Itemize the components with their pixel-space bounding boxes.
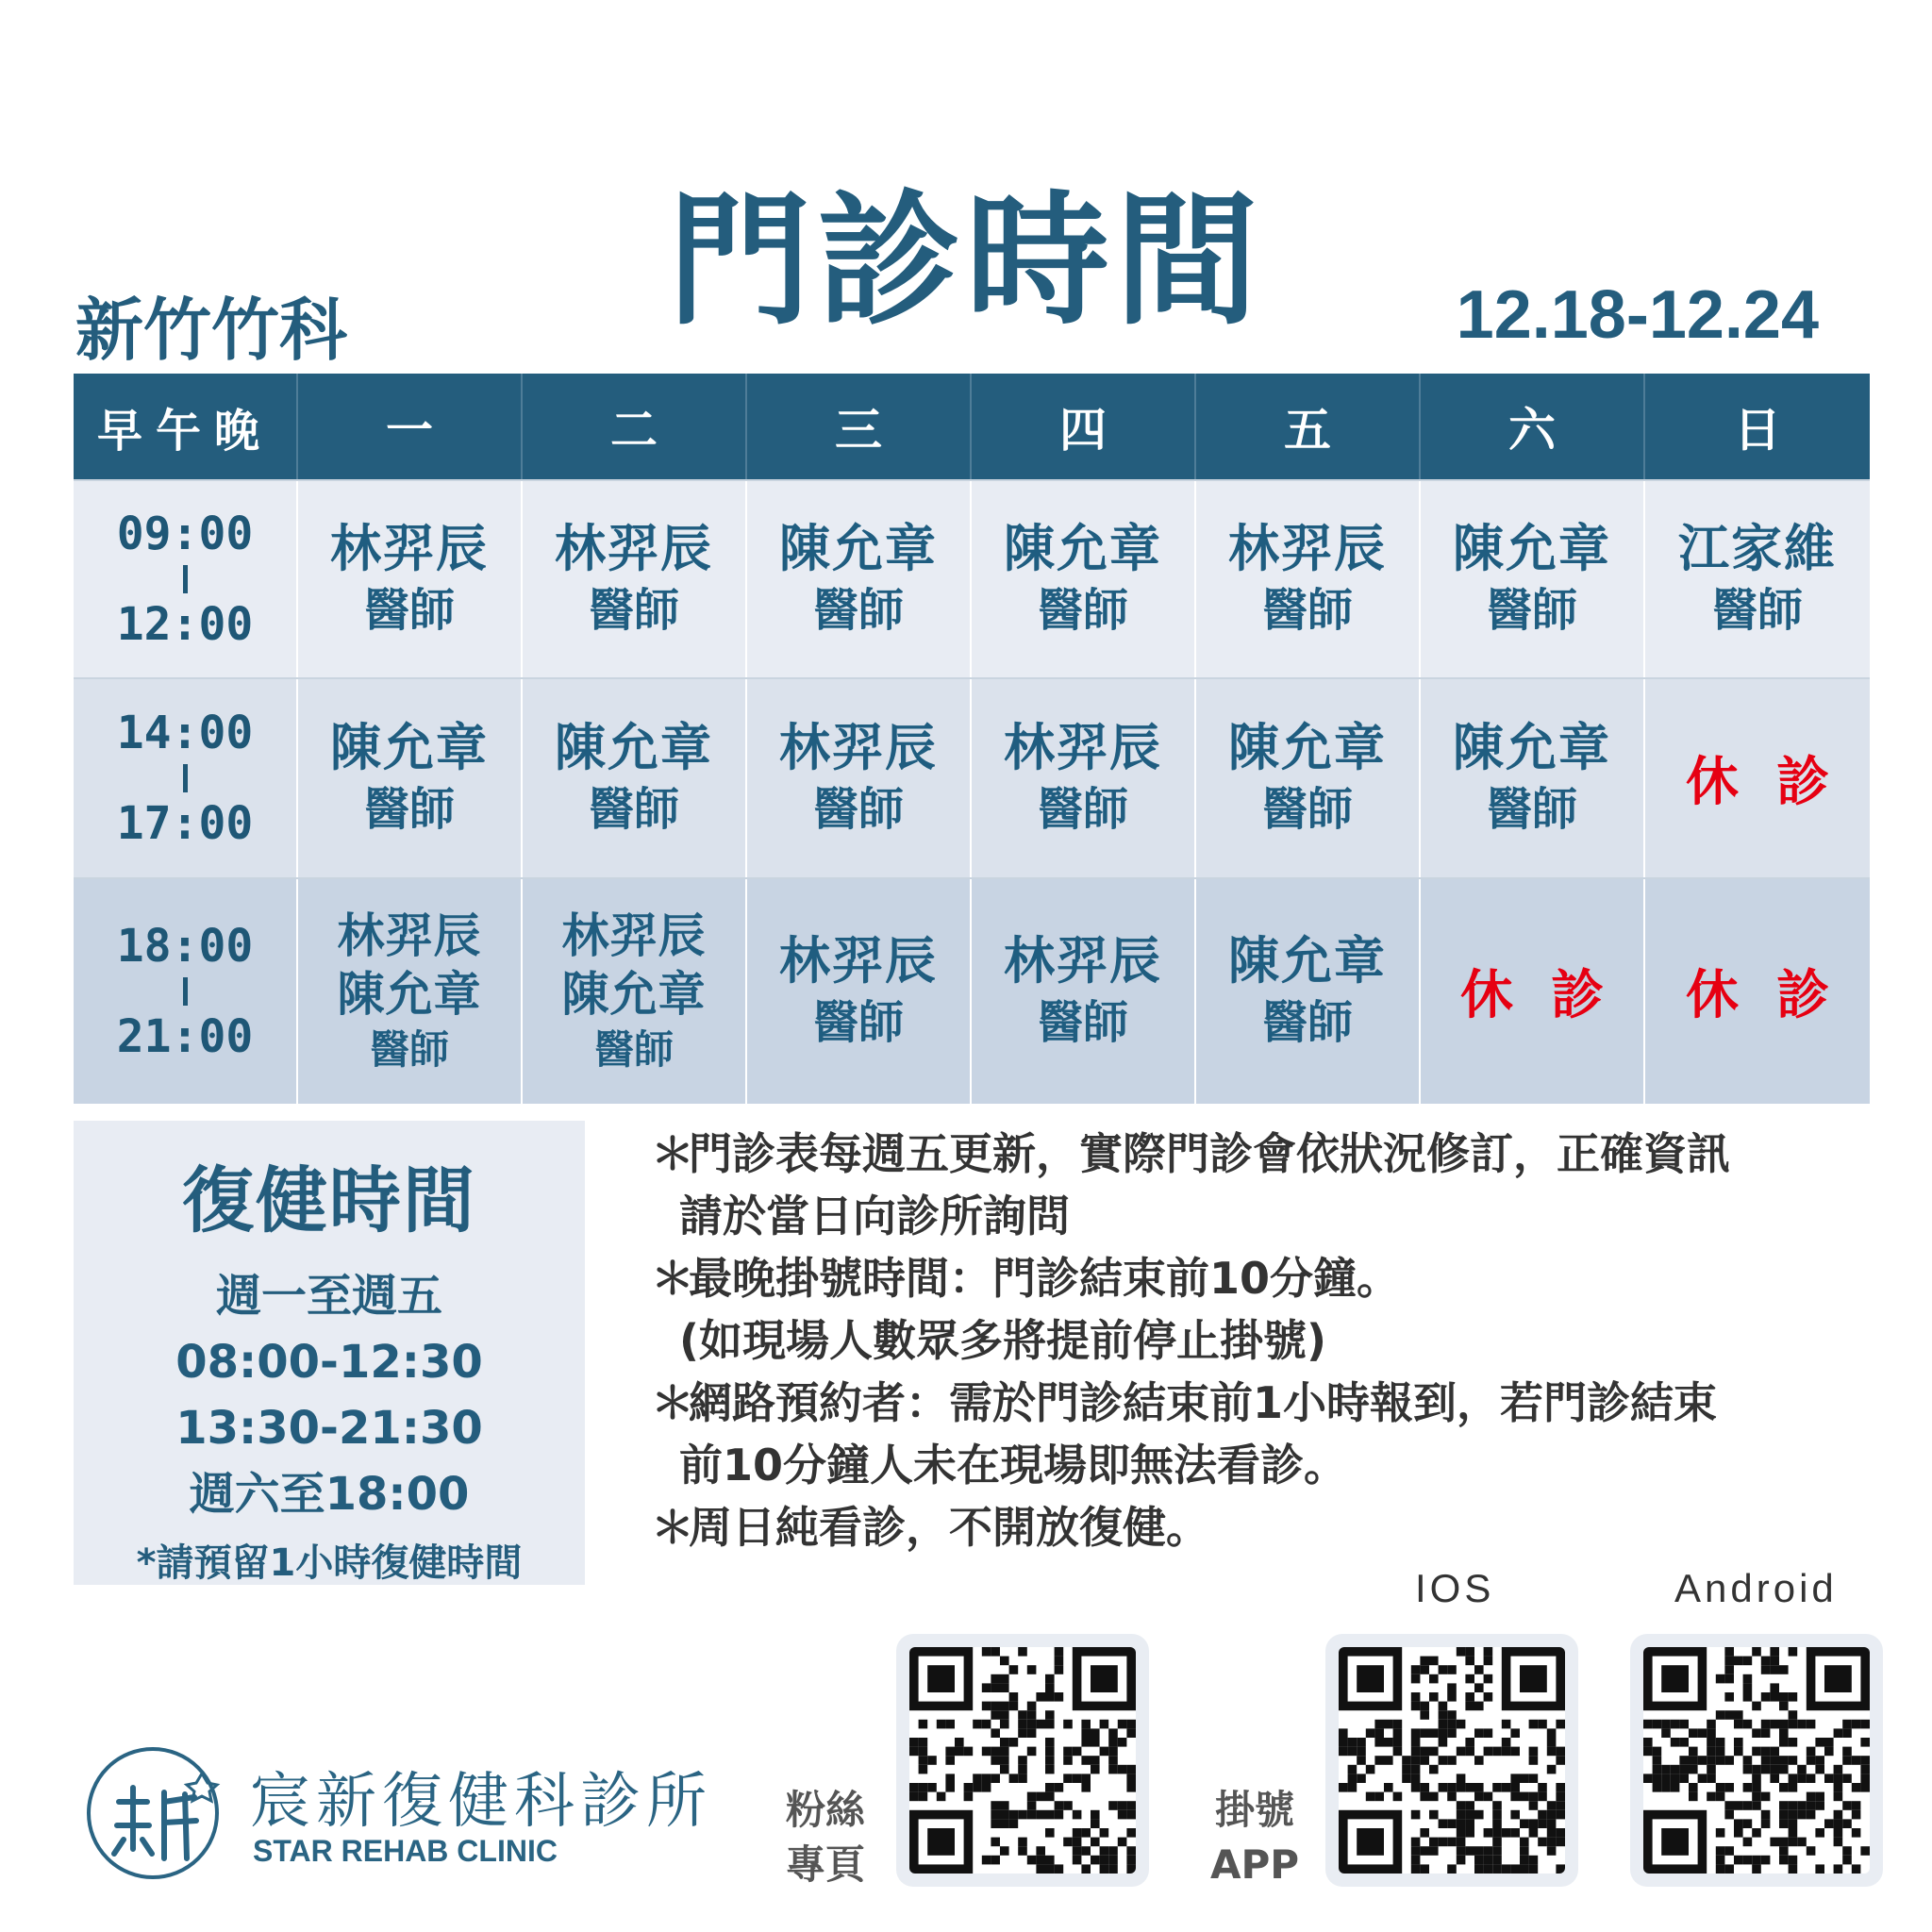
schedule-cell [747,481,972,677]
schedule-cell [298,481,523,677]
doctor-name: 陳允章 [1228,931,1387,991]
notes-list [651,1123,1877,1558]
day-header: 一 [298,374,523,479]
doctor-title: 醫師 [588,783,679,836]
doctor-title: 醫師 [369,1026,449,1073]
qr-code-icon [909,1647,1136,1874]
fan-page-label [778,1783,873,1892]
note-line: 周日純看診，不開放復健。 [689,1502,1209,1553]
doctor-name: 林羿辰 [779,718,938,777]
fan-page-qr[interactable] [896,1634,1149,1887]
doctor-title: 醫師 [812,584,904,637]
closed-label: 休診 [1686,965,1867,1026]
android-label: Android [1674,1566,1838,1610]
schedule-cell [972,879,1196,1104]
app-label-line: APP [1209,1841,1300,1888]
doctor-title: 醫師 [812,996,904,1049]
doctor-name: 陳允章 [555,718,713,777]
day-header: 六 [1421,374,1645,479]
note-line: 最晚掛號時間：門診結束前10分鐘。 [689,1253,1401,1304]
doctor-title: 醫師 [1486,783,1577,836]
slot-end-time: 12:00 [116,598,254,651]
doctor-name: 陳允章 [779,519,938,578]
doctor-name: 陳允章 [330,718,489,777]
table-row [74,677,1870,877]
schedule-cell [298,879,523,1104]
asterisk-icon: ＊ [651,1128,694,1179]
fan-label-line: 粉絲 [785,1787,865,1833]
rehab-line: 08:00-12:30 [175,1336,483,1389]
schedule-cell [1645,679,1870,877]
slot-end-time: 17:00 [116,797,254,850]
schedule-cell [1645,879,1870,1104]
qr-code-icon [1339,1647,1565,1874]
clinic-name-en: STAR REHAB CLINIC [253,1834,558,1868]
note-line: (如現場人數眾多將提前停止掛號) [679,1315,1327,1366]
schedule-cell [1421,679,1645,877]
day-header: 五 [1196,374,1421,479]
doctor-name: 林羿辰 [330,519,489,578]
note-line: 門診表每週五更新，實際門診會依狀況修訂，正確資訊 [689,1128,1730,1179]
doctor-title: 醫師 [1261,584,1353,637]
doctor-title: 醫師 [1037,584,1128,637]
doctor-name: 陳允章 [1228,718,1387,777]
asterisk-icon: ＊ [651,1377,694,1428]
time-separator [183,565,188,593]
doctor-name: 林羿辰 [779,931,938,991]
ios-app-qr[interactable] [1325,1634,1578,1887]
note-line: 請於當日向診所詢問 [679,1191,1070,1241]
page-title: 門診時間 [668,177,1264,344]
slot-start-time: 09:00 [116,508,254,560]
corner-header: 早午晚 [74,374,298,479]
schedule-cell [1645,481,1870,677]
doctor-title: 醫師 [1486,584,1577,637]
schedule-cell [972,481,1196,677]
doctor-name: 林羿辰 [1004,718,1162,777]
schedule-cell [972,679,1196,877]
rehab-title: 復健時間 [182,1158,476,1242]
doctor-title: 醫師 [363,584,455,637]
rehab-line: 週一至週五 [215,1270,442,1323]
app-label [1198,1783,1311,1892]
schedule-cell [1196,481,1421,677]
schedule-cell [523,879,747,1104]
doctor-title: 醫師 [363,783,455,836]
day-header: 日 [1734,403,1781,458]
note-item [651,1123,1877,1247]
schedule-cell [1196,879,1421,1104]
date-range: 12.18-12.24 [1456,277,1819,353]
note-line: 網路預約者：需於門診結束前1小時報到，若門診結束 [689,1377,1718,1428]
doctor-title: 醫師 [1261,783,1353,836]
app-label-line: 掛號 [1214,1787,1294,1833]
table-row [74,877,1870,1104]
schedule-cell [747,679,972,877]
branch-name: 新竹竹科 [75,291,348,370]
time-slot-cell [74,879,298,1104]
doctor-name: 林羿辰 [1228,519,1387,578]
time-separator [183,764,188,792]
doctor-name: 林羿辰 [337,908,482,963]
clinic-logo-icon [81,1736,232,1887]
doctor-name: 陳允章 [1453,718,1611,777]
table-body [74,479,1870,1104]
doctor-name: 江家維 [1678,519,1837,578]
doctor-name: 陳允章 [1004,519,1162,578]
clinic-name-zh: 宸新復健科診所 [250,1767,712,1837]
fan-label-line: 專頁 [785,1841,865,1888]
doctor-title: 醫師 [1261,996,1353,1049]
day-header: 三 [747,374,972,479]
doctor-title: 醫師 [812,783,904,836]
doctor-name: 陳允章 [337,967,482,1022]
note-item [651,1372,1877,1496]
doctor-name: 林羿辰 [555,519,713,578]
rehab-line: 週六至18:00 [189,1468,470,1521]
note-line: 前10分鐘人未在現場即無法看診。 [679,1440,1348,1491]
doctor-title: 醫師 [1037,783,1128,836]
schedule-cell [1421,879,1645,1104]
doctor-name: 林羿辰 [1004,931,1162,991]
asterisk-icon: ＊ [651,1253,694,1304]
day-header: 二 [523,374,747,479]
doctor-title: 醫師 [588,584,679,637]
ios-label: IOS [1415,1566,1495,1610]
rehab-line: 13:30-21:30 [175,1402,483,1455]
note-item [651,1247,1877,1372]
slot-end-time: 21:00 [116,1010,254,1063]
schedule-cell [1421,481,1645,677]
slot-start-time: 14:00 [116,707,254,759]
doctor-name: 陳允章 [1453,519,1611,578]
schedule-cell [747,879,972,1104]
slot-start-time: 18:00 [116,920,254,973]
doctor-title: 醫師 [1037,996,1128,1049]
closed-label: 休診 [1460,965,1641,1026]
table-header-row [74,374,1870,479]
time-slot-cell [74,679,298,877]
doctor-title: 醫師 [1711,584,1803,637]
schedule-table [74,374,1870,1104]
doctor-name: 林羿辰 [561,908,707,963]
schedule-cell [1196,679,1421,877]
schedule-cell [523,481,747,677]
asterisk-icon: ＊ [651,1502,694,1553]
qr-code-icon [1643,1647,1870,1874]
closed-label: 休診 [1686,752,1867,813]
note-item [651,1496,1877,1558]
doctor-title: 醫師 [593,1026,674,1073]
time-slot-cell [74,481,298,677]
rehab-hours-box [74,1121,585,1585]
time-separator [183,977,188,1006]
day-header: 四 [972,374,1196,479]
schedule-cell [298,679,523,877]
android-app-qr[interactable] [1630,1634,1883,1887]
table-row [74,479,1870,677]
schedule-cell [523,679,747,877]
rehab-note: *請預留1小時復健時間 [136,1541,523,1585]
doctor-name: 陳允章 [561,967,707,1022]
